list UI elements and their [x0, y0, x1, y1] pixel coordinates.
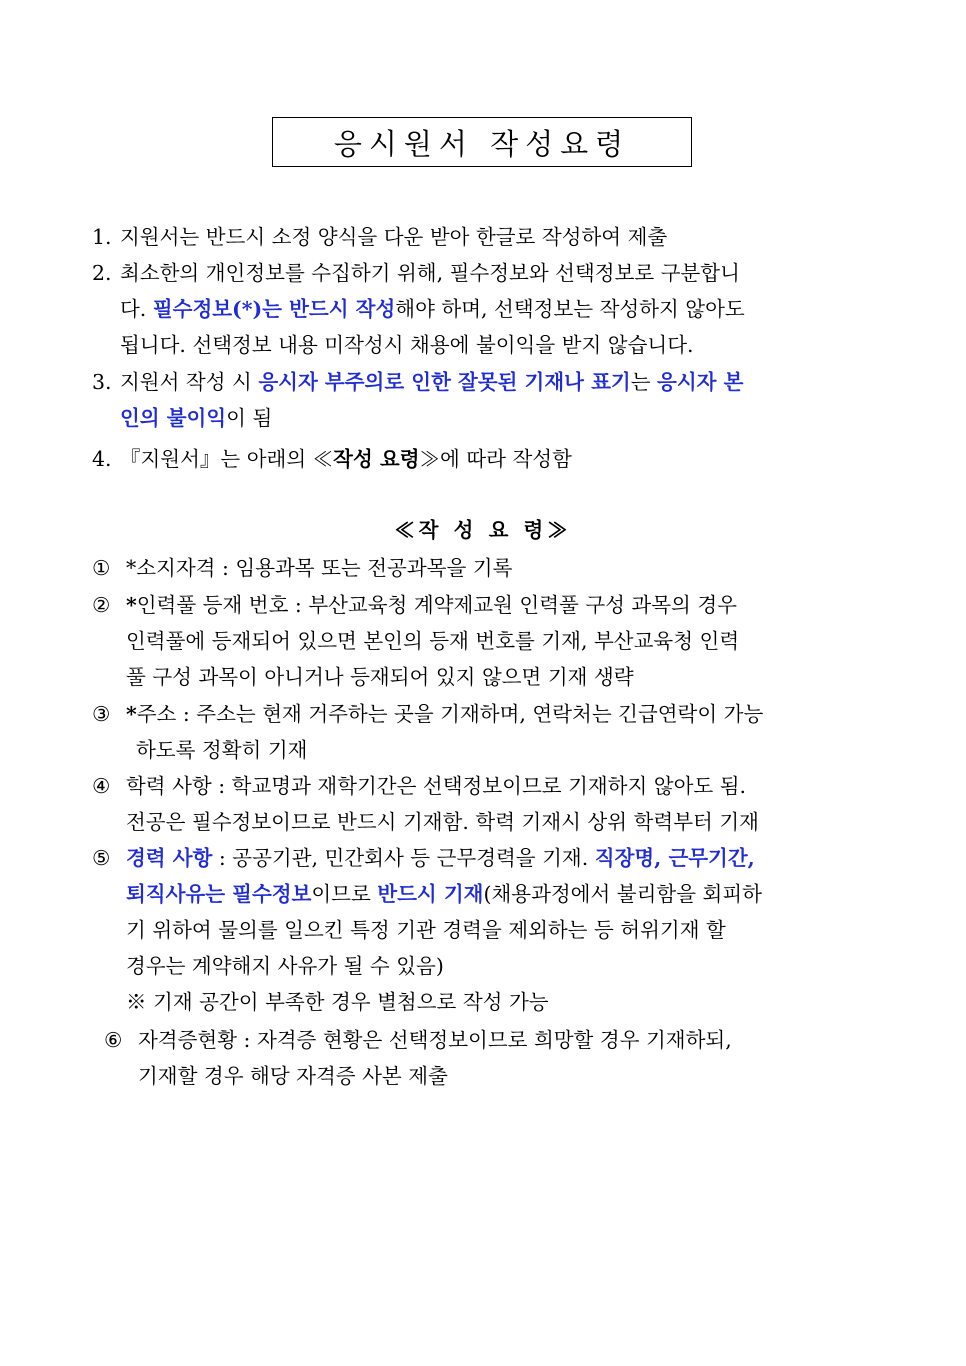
guide-item-6: ⑥ 자격증현황 : 자격증 현황은 선택정보이므로 희망할 경우 기재하되, 기재할 경우 해당 자격증 사본 제출	[104, 1028, 732, 1088]
page-title: 응시원서 작성요령	[333, 126, 631, 161]
instruction-1: 1. 지원서는 반드시 소정 양식을 다운 받아 한글로 작성하여 제출	[92, 225, 668, 249]
required-info-highlight: 필수정보(*)는 반드시 작성	[152, 297, 396, 321]
guide-item-3: ③ *주소 : 주소는 현재 거주하는 곳을 기재하며, 연락처는 긴급연락이 가능 하도록 정확히 기재	[92, 702, 764, 762]
guide-note: ※ 기재 공간이 부족한 경우 별첨으로 작성 가능	[126, 990, 549, 1014]
instruction-2: 2. 최소한의 개인정보를 수집하기 위해, 필수정보와 선택정보로 구분합니 다. 필수정보(*)는 반드시 작성해야 하며, 선택정보는 작성하지 않아도 됩니다. 선택정보 내용 미작성시 채용에 불이익을 받지 않습니다.	[92, 261, 745, 357]
guide-item-1: ① *소지자격 : 임용과목 또는 전공과목을 기록	[92, 556, 513, 580]
guide-item-4: ④ 학력 사항 : 학교명과 재학기간은 선택정보이므로 기재하지 않아도 됨. 전공은 필수정보이므로 반드시 기재함. 학력 기재시 상위 학력부터 기재	[92, 774, 759, 834]
instruction-3: 3. 지원서 작성 시 응시자 부주의로 인한 잘못된 기재나 표기는 응시자 본 인의 불이익이 됨	[92, 370, 744, 430]
guide-item-5: ⑤ 경력 사항 : 공공기관, 민간회사 등 근무경력을 기재. 직장명, 근무기간, 퇴직사유는 필수정보이므로 반드시 기재(채용과정에서 불리함을 회피하 기 위하여 물의를 일으킨 특정 기관 경력을 제외하는 등 허위기재 할 경우는 계약해지 사유가 될 수 있음) ※ 기재 공간이 부족한 경우 별첨으로 작성 가능	[92, 840, 874, 1020]
instruction-4: 4. 『지원서』는 아래의 ≪작성 요령≫에 따라 작성함	[92, 447, 572, 471]
title-box	[272, 117, 692, 167]
guide-title: ≪작 성 요 령≫	[394, 518, 572, 542]
guide-item-2: ② *인력풀 등재 번호 : 부산교육청 계약제교원 인력풀 구성 과목의 경우 인력풀에 등재되어 있으면 본인의 등재 번호를 기재, 부산교육청 인력 풀 구성 과목이 아니거나 등재되어 있지 않으면 기재 생략	[92, 593, 740, 689]
